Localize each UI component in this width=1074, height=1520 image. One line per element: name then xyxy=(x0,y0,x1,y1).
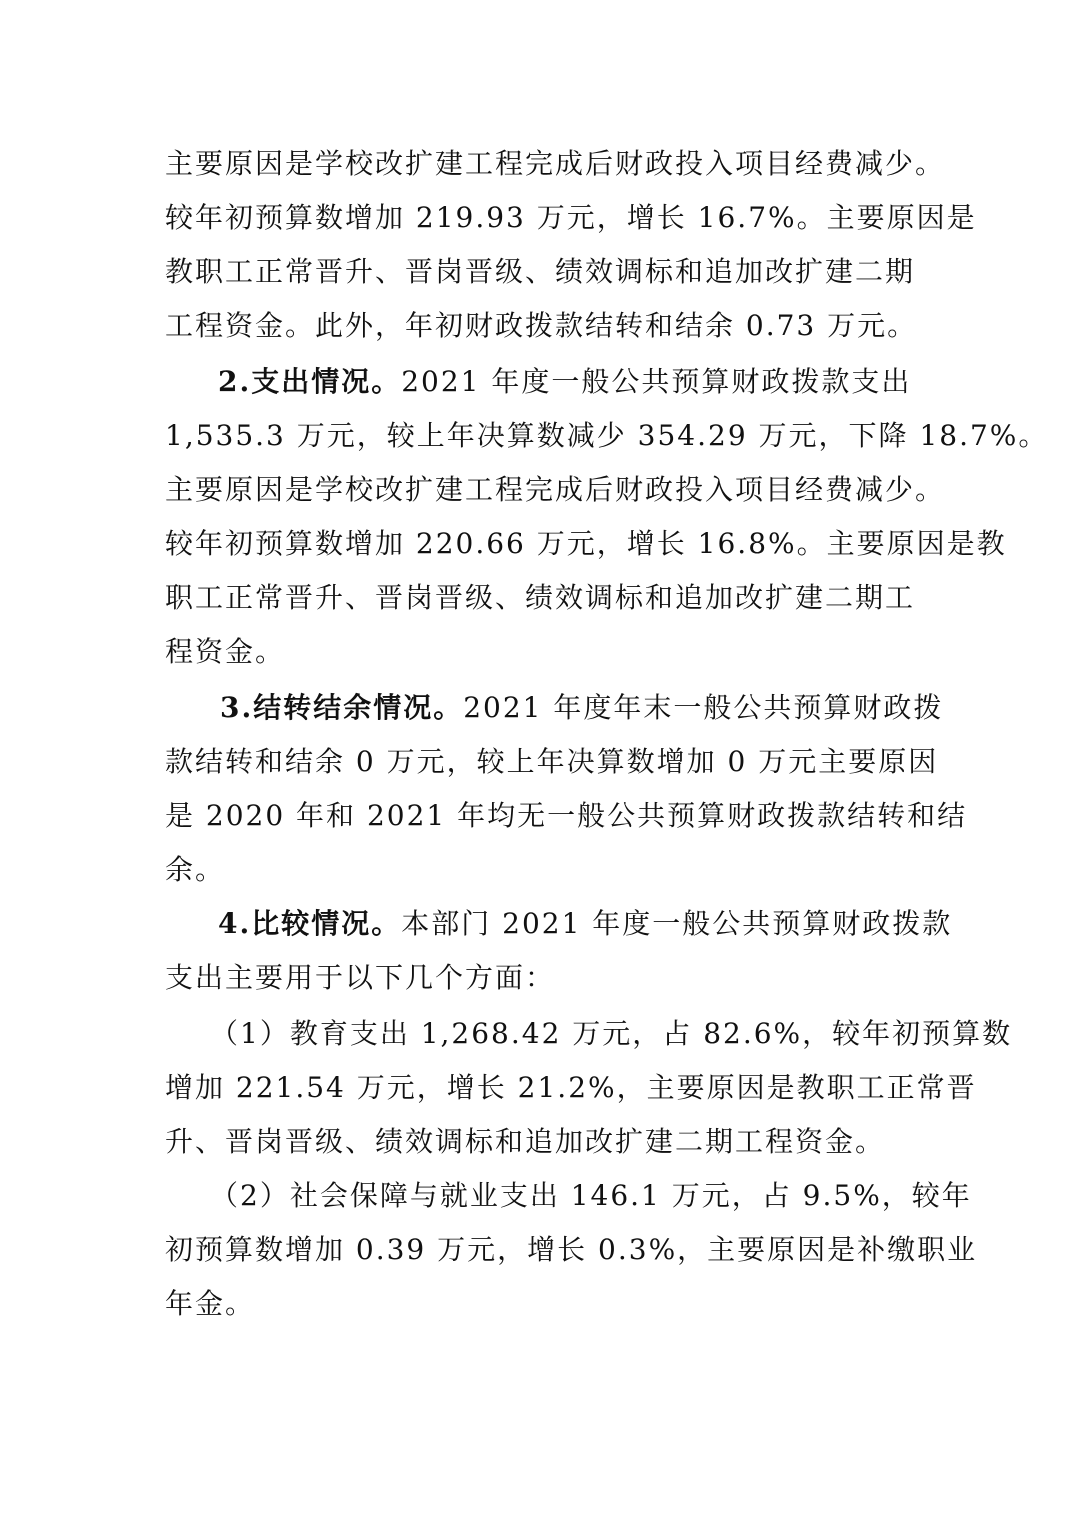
section-heading: 4.比较情况。 xyxy=(218,907,402,940)
paragraph-line: 工程资金。此外，年初财政拨款结转和结余 0.73 万元。 xyxy=(165,309,918,342)
paragraph-text: 2021 年度一般公共预算财政拨款支出 xyxy=(401,365,912,398)
paragraph-line: 增加 221.54 万元，增长 21.2%，主要原因是教职工正常晋 xyxy=(165,1071,977,1104)
paragraph-line: 升、晋岗晋级、绩效调标和追加改扩建二期工程资金。 xyxy=(165,1125,886,1158)
paragraph-line: 教职工正常晋升、晋岗晋级、绩效调标和追加改扩建二期 xyxy=(165,255,916,288)
paragraph-line: 主要原因是学校改扩建工程完成后财政投入项目经费减少。 xyxy=(165,147,946,180)
paragraph-line: 初预算数增加 0.39 万元，增长 0.3%，主要原因是补缴职业 xyxy=(165,1233,978,1266)
paragraph-line: 年金。 xyxy=(165,1287,256,1320)
paragraph-line: 支出主要用于以下几个方面： xyxy=(165,961,556,994)
paragraph-text: 本部门 2021 年度一般公共预算财政拨款 xyxy=(401,907,953,940)
paragraph-line xyxy=(220,688,943,728)
paragraph-line: 程资金。 xyxy=(165,635,286,668)
paragraph-line: 较年初预算数增加 219.93 万元，增长 16.7%。主要原因是 xyxy=(165,201,977,234)
paragraph-line: 1,535.3 万元，较上年决算数减少 354.29 万元，下降 18.7%。 xyxy=(165,419,1049,452)
paragraph-line: （1）教育支出 1,268.42 万元，占 82.6%，较年初预算数 xyxy=(210,1017,1013,1050)
section-heading: 3.结转结余情况。 xyxy=(220,691,464,724)
paragraph-line xyxy=(218,362,911,402)
paragraph-line xyxy=(218,904,952,944)
paragraph-line: 是 2020 年和 2021 年均无一般公共预算财政拨款结转和结 xyxy=(165,799,968,832)
paragraph-line: 较年初预算数增加 220.66 万元，增长 16.8%。主要原因是教 xyxy=(165,527,1007,560)
paragraph-line: 款结转和结余 0 万元，较上年决算数增加 0 万元主要原因 xyxy=(165,745,939,778)
paragraph-line: 职工正常晋升、晋岗晋级、绩效调标和追加改扩建二期工 xyxy=(165,581,916,614)
paragraph-text: 2021 年度年末一般公共预算财政拨 xyxy=(463,691,944,724)
paragraph-line: 余。 xyxy=(165,853,226,886)
section-heading: 2.支出情况。 xyxy=(218,365,402,398)
paragraph-line: （2）社会保障与就业支出 146.1 万元，占 9.5%，较年 xyxy=(210,1179,972,1212)
paragraph-line: 主要原因是学校改扩建工程完成后财政投入项目经费减少。 xyxy=(165,473,946,506)
